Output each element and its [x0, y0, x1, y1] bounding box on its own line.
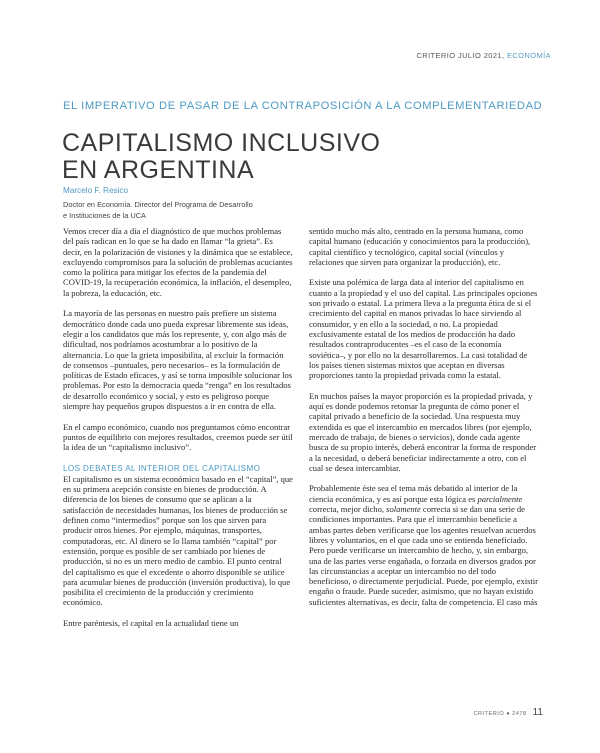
paragraph: Existe una polémica de larga data al interior del capitalismo en cuanto a la propiedad y el uso del capital. Las principales opciones son privado o estatal. La primera lleva a la pregunta ética de si el crecimiento del capital en manos privadas lo hace sirviendo al consumidor, y en ello a la sociedad, o no. La propiedad exclusivamente estatal de los medios de producción ha dado resultados contraproducentes –es el caso de la economía soviética–, y por ello no la desarrollaremos. La casi totalidad de los países tienen sistemas mixtos que aceptan en diversas proporciones tanto la propiedad privada como la estatal. — [309, 277, 538, 381]
article-title — [62, 130, 380, 184]
page-footer — [473, 707, 543, 718]
affiliation-line-1: Doctor en Economía. Director del Programa de Desarrollo — [63, 200, 253, 209]
emphasis: solamente — [386, 504, 421, 515]
paragraph: El capitalismo es un sistema económico basado en el “capital”, que en su primera acepción consiste en bienes de producción. A diferencia de los bienes de consumo que se aplican a la satisfacción de necesidades humanas, los bienes de producción se definen como “intermedios” porque son los que sirven para producir otros bienes. Por ejemplo, máquinas, transportes, computadoras, etc. Al dinero se lo llama también “capital” por extensión, porque es posible de ser cambiado por bienes de producción, si no es un mero medio de cambio. El punto central del capitalismo es que el excedente o ahorro disponible se utilice para acumular bienes de producción (inversión productiva), lo que posibilita el crecimiento de la producción y crecimiento económico. — [63, 473, 293, 608]
footer-journal: CRITERIO ● 2478 — [473, 711, 527, 717]
issue-meta: CRITERIO JULIO 2021, — [416, 51, 505, 60]
body-column-right — [309, 226, 539, 617]
paragraph — [309, 483, 539, 607]
title-line-1: CAPITALISMO INCLUSIVO — [62, 129, 381, 157]
title-line-2: EN ARGENTINA — [62, 156, 255, 184]
text-run: correcta si se dan una serie de condiciones importantes. Para que el intercambio beneficie a ambas partes deben verificarse que los agentes resuelvan acuerdos libres y voluntarios, en el que cada uno se entienda beneficiado. Pero puede verificarse un intercambio de hecho, y, sin embargo, una de las partes verse engañada, o forzada en diversos grados por las circunstancias a aceptar un intercambio no del todo beneficioso, o directamente perjudicial. Puede, por ejemplo, existir engaño o fraude. Puede suceder, asimismo, que no hayan existido suficientes alternativas, es decir, falta de competencia. El caso más — [309, 504, 539, 607]
paragraph: Vemos crecer día a día el diagnóstico de que muchos problemas del país radican en lo que se ha dado en llamar “la grieta”. Es decir, en la polarización de visiones y la dinámica que se establece, excluyendo compromisos para la solución de problemas acuciantes como la política para mitigar los efectos de la pandemia del COVID-19, la recuperación económica, la inflación, el desempleo, la pobreza, la educación, etc. — [63, 226, 293, 298]
article-kicker: EL IMPERATIVO DE PASAR DE LA CONTRAPOSICIÓN A LA COMPLEMENTARIEDAD — [63, 100, 543, 112]
body-column-left — [63, 226, 293, 639]
page-number: 11 — [532, 707, 543, 718]
section-label: ECONOMÍA — [506, 51, 551, 60]
issue-header — [416, 51, 551, 60]
paragraph: En muchos países la mayor proporción es la propiedad privada, y aquí es donde podemos retomar la pregunta de cómo poner el capital privado a beneficio de la sociedad. Una respuesta muy extendida es que el intercambio en mercados libres (por ejemplo, mercado de trabajo, de bienes o servicios), donde cada agente busca de su propio interés, deberá encontrar la forma de responder a la necesidad, o deberá beneficiar indirectamente a otro, con el cual se desea intercambiar. — [309, 390, 537, 473]
paragraph: En el campo económico, cuando nos preguntamos cómo encontrar puntos de equilibrio con mejores resultados, creemos puede ser útil la idea de un “capitalismo inclusivo”. — [63, 421, 293, 453]
paragraph: La mayoría de las personas en nuestro país prefiere un sistema democrático donde cada uno pueda expresar libremente sus ideas, elegir a los candidatos que más los represente, y, con algo más de dificultad, nos podríamos acostumbrar a lo positivo de la alternancia. Lo que la grieta imposibilita, al excluir la formación de consensos –puntuales, pero necesarios– es la formulación de políticas de Estado eficaces, y así se torna imposible solucionar los problemas. Por esto la democracia queda “renga” en los resultados de desarrollo económico y social, y esto es peligroso porque siempre hay pequeños grupos dispuestos a ir en contra de ella. — [63, 308, 293, 412]
text-run: correcta, mejor dicho, — [309, 504, 387, 515]
section-subheading: LOS DEBATES AL INTERIOR DEL CAPITALISMO — [63, 463, 261, 473]
paragraph: sentido mucho más alto, centrado en la persona humana, como capital humano (educación y conocimientos para la producción), capital científico y tecnológico, capital social (vínculos y relaciones que sirven para organizar la producción), etc. — [309, 226, 531, 267]
emphasis: parcialmente — [477, 493, 523, 504]
author-affiliation — [63, 199, 323, 221]
text-run: Probablemente éste sea el tema más debatido al interior de la ciencia económica, y es así porque esta lógica es — [309, 483, 518, 504]
affiliation-line-2: e Instituciones de la UCA — [63, 211, 146, 220]
paragraph: Entre paréntesis, el capital en la actualidad tiene un — [63, 617, 239, 628]
author-name: Marcelo F. Resico — [63, 186, 129, 195]
